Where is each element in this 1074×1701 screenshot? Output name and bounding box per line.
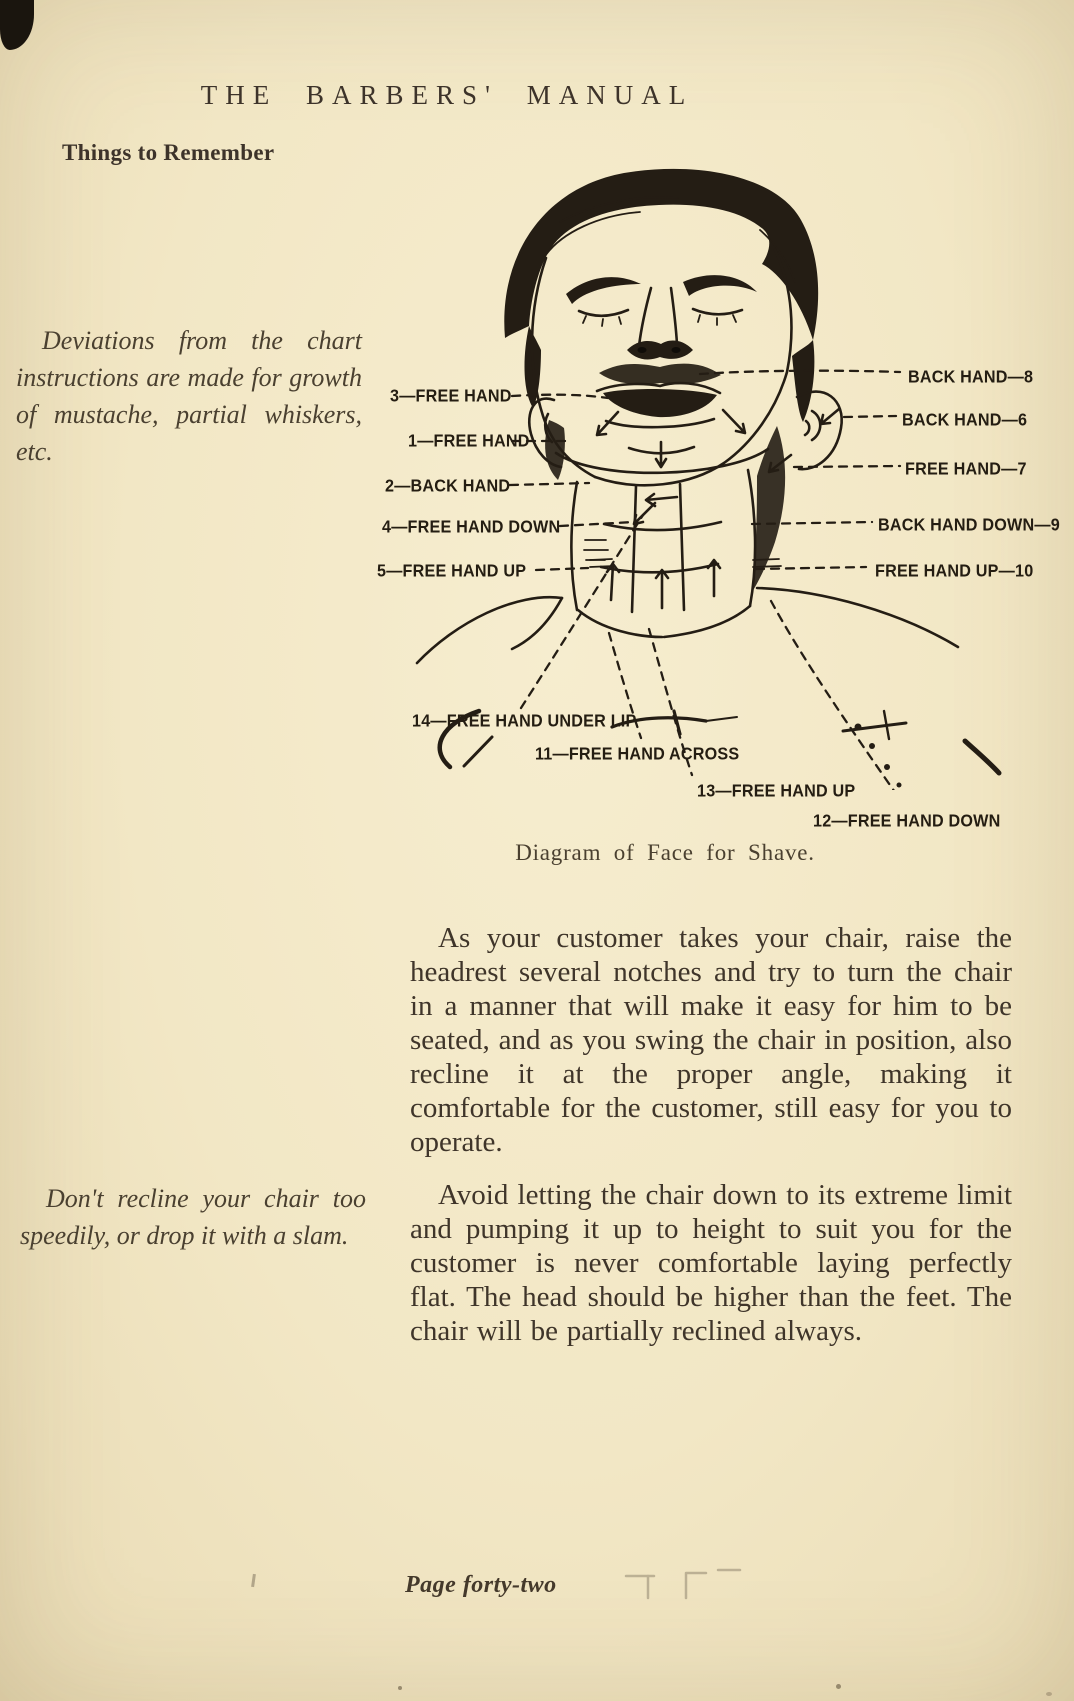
diagram-label-back-hand-8: BACK HAND—8 [908,368,1034,387]
scan-artifact-speck [1046,1692,1052,1696]
section-heading: Things to Remember [62,140,275,165]
diagram-label-5-free-hand-up: 5—FREE HAND UP [377,562,527,581]
margin-note-deviations: Deviations from the chart instructions are made for growth of mustache, partial whiskers, etc. [16,326,362,466]
diagram-label-back-hand-6: BACK HAND—6 [902,411,1028,430]
body-paragraph-2: Avoid letting the chair down to its extreme limit and pumping it up to height to suit you for the customer is never comfortable laying perfectly flat. The head should be higher than the feet. The chair will be partially reclined always. [410,1179,1012,1347]
diagram-label-3-free-hand: 3—FREE HAND [390,387,512,406]
diagram-caption: Diagram of Face for Shave. [515,840,815,865]
page-number: Page forty-two [405,1572,557,1598]
scan-artifact-speck [398,1686,402,1690]
margin-note-recline: Don't recline your chair too speedily, or drop it with a slam. [20,1184,366,1250]
diagram-label-11-free-hand-across: 11—FREE HAND ACROSS [535,745,740,764]
body-paragraph-1: As your customer takes your chair, raise the headrest several notches and try to turn the chair in a manner that will make it easy for him to be seated, and as you swing the chair in position, also recline it at the proper angle, making it comfortable for the customer, still easy for you to operate. [410,922,1012,1158]
diagram-label-13-free-hand-up: 13—FREE HAND UP [697,782,856,801]
diagram-label-free-hand-up-10: FREE HAND UP—10 [875,562,1034,581]
diagram-label-12-free-hand-down: 12—FREE HAND DOWN [813,812,1001,831]
scan-artifact-corner [0,0,34,50]
body-text-column [410,921,1012,1348]
diagram-label-14-free-hand-under-lip: 14—FREE HAND UNDER LIP [412,712,637,731]
diagram-label-2-back-hand: 2—BACK HAND [385,477,511,496]
face-shave-diagram [0,160,1074,831]
diagram-label-back-hand-down-9: BACK HAND DOWN—9 [878,516,1060,535]
pencil-marks [618,1558,758,1608]
scan-artifact-tick [251,1574,256,1587]
diagram-label-free-hand-7: FREE HAND—7 [905,460,1027,479]
page-title: THE BARBERS' MANUAL [200,80,694,110]
diagram-label-1-free-hand: 1—FREE HAND [408,432,530,451]
diagram-label-4-free-hand-down: 4—FREE HAND DOWN [382,518,561,537]
scan-artifact-speck [836,1684,841,1689]
